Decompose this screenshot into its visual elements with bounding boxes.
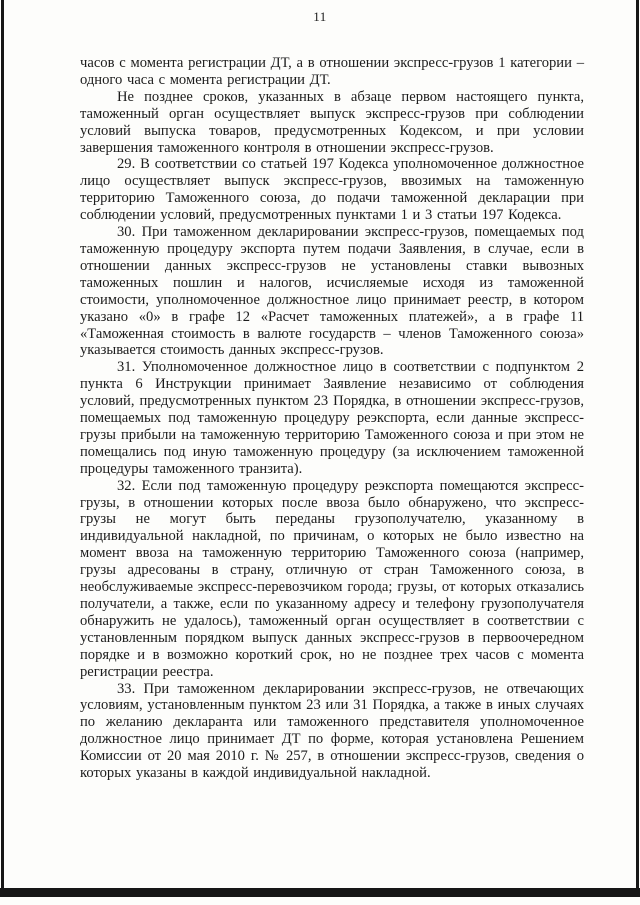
paragraph-33: 33. При таможенном декларировании экспресс-грузов, не отвечающих условиям, установленным пунктом 23 или 31 Порядка, а также в иных случаях по желанию декларанта или таможенного представителя уполномоченное должностное лицо принимает ДТ по форме, которая установлена Решением Комиссии от 20 мая 2010 г. № 257, в отношении экспресс-грузов, сведения о которых указаны в каждой индивидуальной накладной. — [80, 680, 584, 782]
paragraph-release-terms: Не позднее сроков, указанных в абзаце первом настоящего пункта, таможенный орган осуществляет выпуск экспресс-грузов при соблюдении условий выпуска товаров, предусмотренных Кодексом, и при условии завершения таможенного контроля в отношении экспресс-грузов. — [80, 88, 584, 156]
paragraph-30: 30. При таможенном декларировании экспресс-грузов, помещаемых под таможенную процедуру экспорта путем подачи Заявления, в случае, если в отношении данных экспресс-грузов не установлены ставки вывозных таможенных пошлин и налогов, исчисляемые исходя из таможенной стоимости, уполномоченное должностное лицо принимает реестр, в котором указано «0» в графе 12 «Расчет таможенных платежей», а в графе 11 «Таможенная стоимость в валюте государств – членов Таможенного союза» указывается стоимость данных экспресс-грузов. — [80, 224, 584, 359]
paragraph-continuation: часов с момента регистрации ДТ, а в отношении экспресс-грузов 1 категории – одного часа с момента регистрации ДТ. — [80, 55, 584, 88]
paragraph-29: 29. В соответствии со статьей 197 Кодекса уполномоченное должностное лицо осуществляет выпуск экспресс-грузов, ввозимых на таможенную территорию Таможенного союза, до подачи таможенной декларации при соблюдении условий, предусмотренных пунктами 1 и 3 статьи 197 Кодекса. — [80, 156, 584, 224]
scan-edge-bottom — [0, 888, 640, 897]
paragraph-31: 31. Уполномоченное должностное лицо в соответствии с подпунктом 2 пункта 6 Инструкции принимает Заявление независимо от соблюдения условий, предусмотренных пунктом 23 Порядка, в отношении экспресс-грузов, помещаемых под таможенную процедуру реэкспорта, если данные экспресс-грузы прибыли на таможенную территорию Таможенного союза и при этом не помещались под иную таможенную процедуру (за исключением таможенной процедуры таможенного транзита). — [80, 359, 584, 477]
document-body — [80, 55, 584, 782]
scan-edge-left — [1, 0, 4, 897]
scan-edge-right — [636, 0, 639, 897]
page-number: 11 — [313, 9, 327, 24]
paragraph-32: 32. Если под таможенную процедуру реэкспорта помещаются экспресс-грузы, в отношении которых после ввоза было обнаружено, что экспресс-грузы не могут быть переданы грузополучателю, указанному в индивидуальной накладной, по причинам, о которых не было известно на момент ввоза на таможенную территорию Таможенного союза (например, грузы адресованы в страну, отличную от стран Таможенного союза, в необслуживаемые экспресс-перевозчиком города; грузы, от которых отказались получатели, а также, если по указанному адресу и телефону грузополучателя обнаружить не удалось), таможенный орган осуществляет в соответствии с установленным порядком выпуск данных экспресс-грузов в первоочередном порядке и в возможно короткий срок, но не позднее трех часов с момента регистрации реестра. — [80, 477, 584, 680]
